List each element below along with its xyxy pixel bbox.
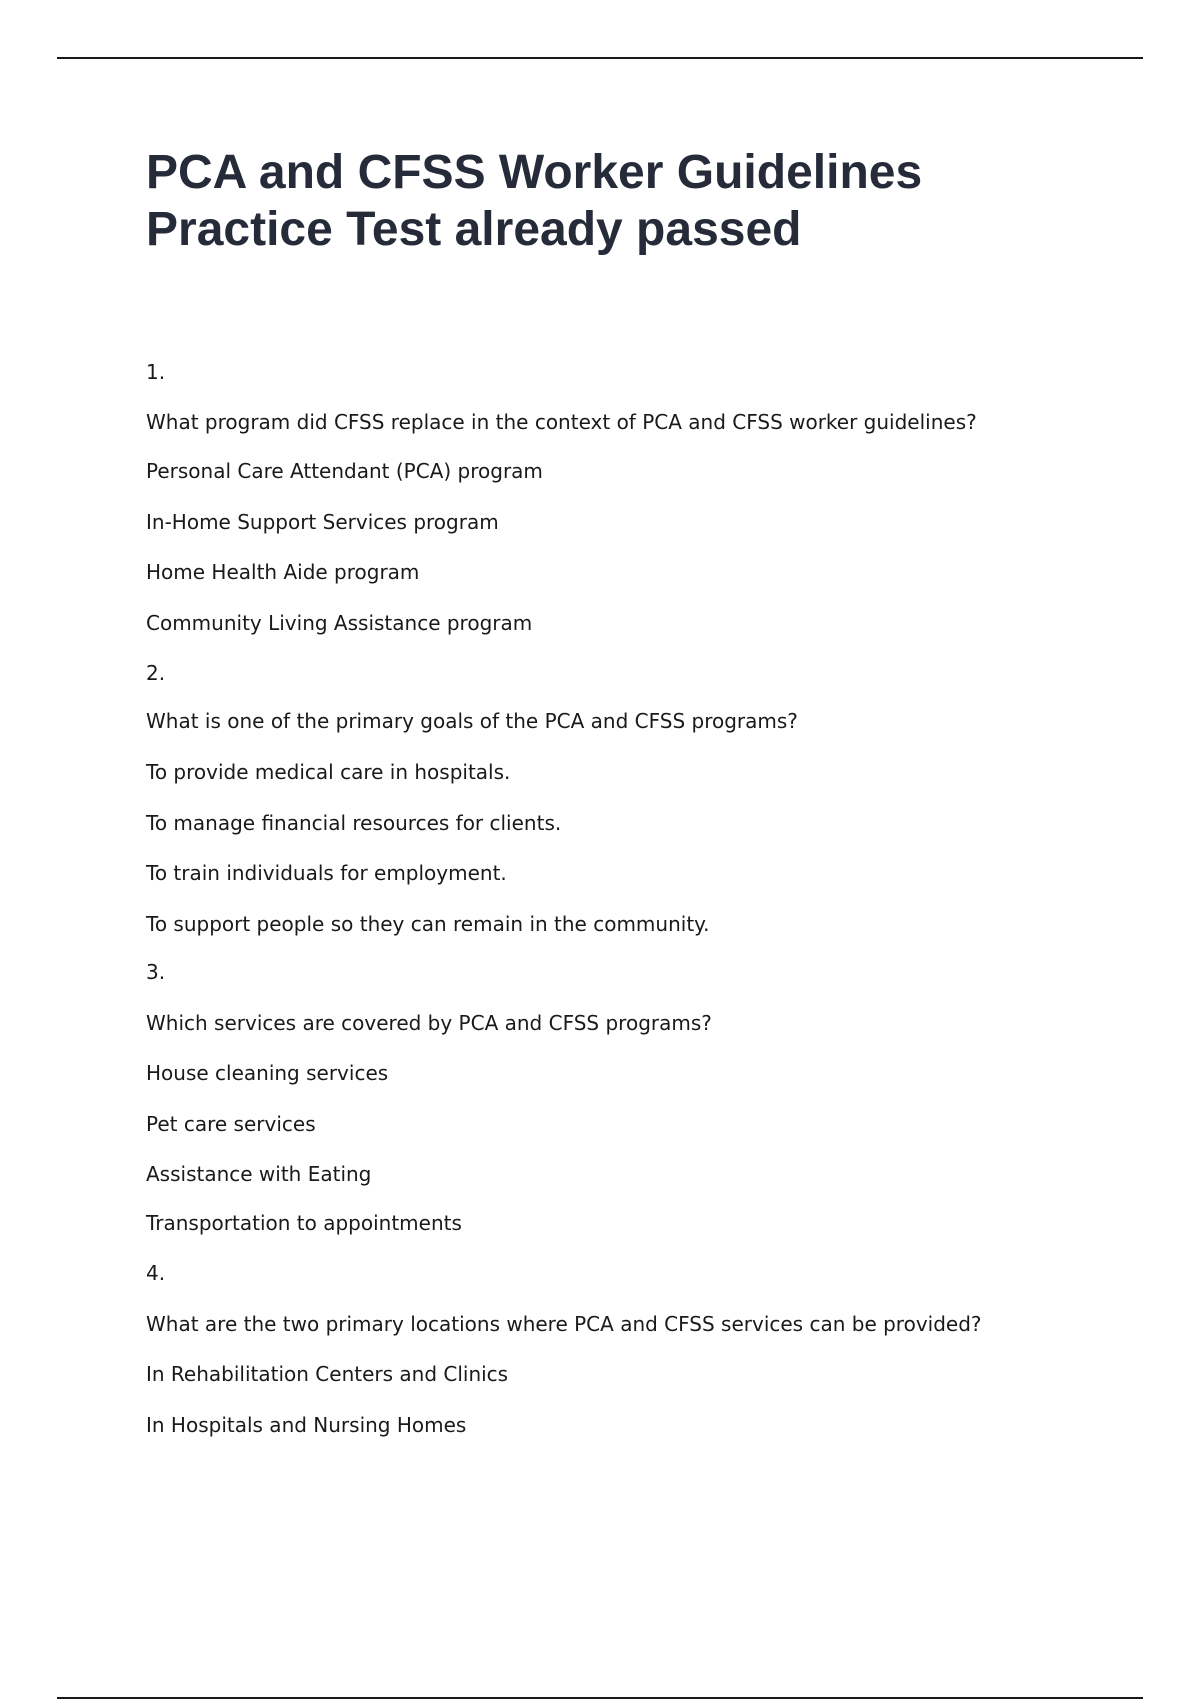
question-text: Which services are covered by PCA and CFSS programs?	[146, 1011, 712, 1035]
question-number: 4.	[146, 1261, 166, 1285]
answer-option: Personal Care Attendant (PCA) program	[146, 459, 543, 483]
answer-option: To manage financial resources for clients.	[146, 811, 562, 835]
title-line-1: PCA and CFSS Worker Guidelines	[146, 146, 923, 199]
question-text: What are the two primary locations where PCA and CFSS services can be provided?	[146, 1312, 982, 1336]
answer-option: Pet care services	[146, 1112, 316, 1136]
answer-option: Home Health Aide program	[146, 560, 420, 584]
answer-option: In-Home Support Services program	[146, 510, 499, 534]
answer-option: To train individuals for employment.	[146, 861, 507, 885]
answer-option: In Rehabilitation Centers and Clinics	[146, 1362, 509, 1386]
answer-option: Assistance with Eating	[146, 1162, 372, 1186]
document-title	[146, 144, 1106, 258]
answer-option: To provide medical care in hospitals.	[146, 760, 511, 784]
answer-option: To support people so they can remain in the community.	[146, 912, 710, 936]
question-text: What is one of the primary goals of the PCA and CFSS programs?	[146, 709, 798, 733]
answer-option: Community Living Assistance program	[146, 611, 533, 635]
title-line-2: Practice Test already passed	[146, 203, 802, 256]
question-number: 1.	[146, 360, 166, 384]
top-rule	[57, 57, 1143, 59]
question-text: What program did CFSS replace in the context of PCA and CFSS worker guidelines?	[146, 410, 977, 434]
answer-option: House cleaning services	[146, 1061, 389, 1085]
question-number: 2.	[146, 661, 166, 685]
question-number: 3.	[146, 960, 166, 984]
bottom-rule	[57, 1697, 1143, 1699]
answer-option: In Hospitals and Nursing Homes	[146, 1413, 467, 1437]
answer-option: Transportation to appointments	[146, 1211, 462, 1235]
